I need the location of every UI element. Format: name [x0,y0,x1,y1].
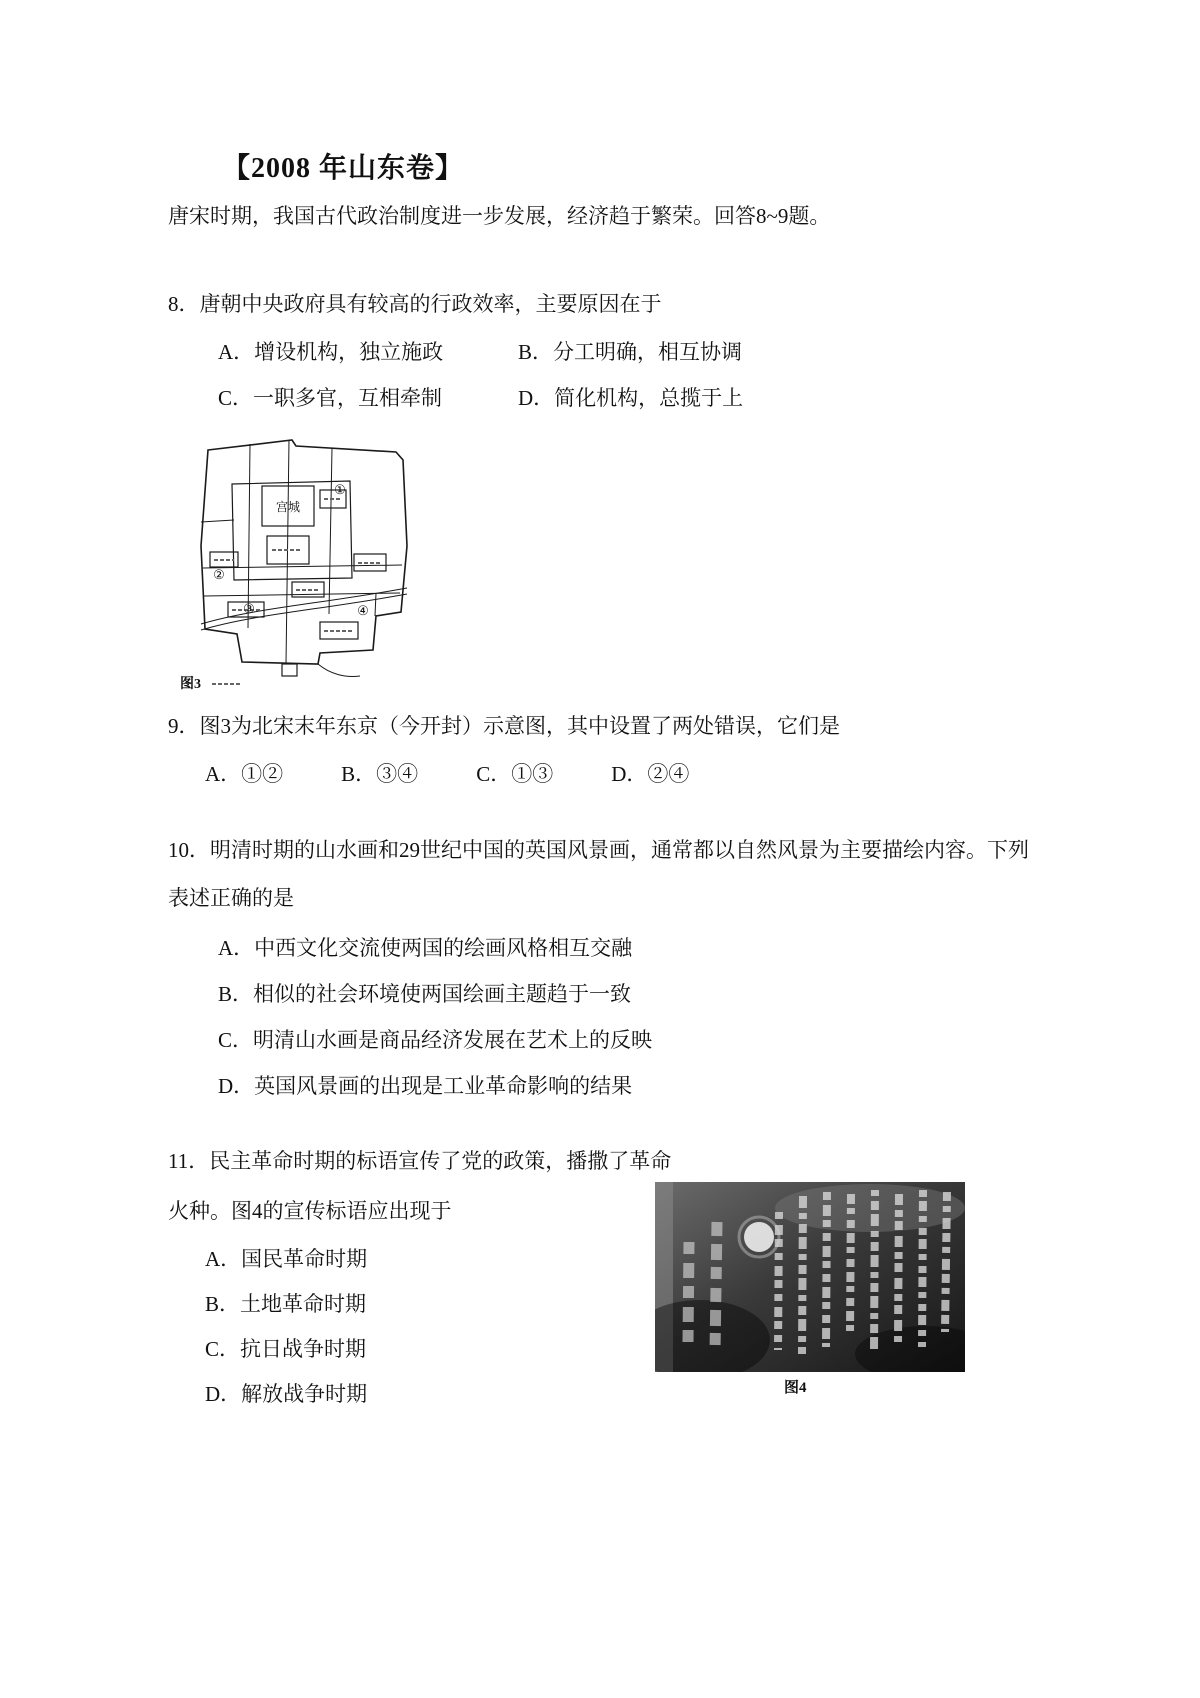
question11-option-a: A．国民革命时期 [205,1247,368,1271]
question9-option-b: B．③④ [341,762,419,786]
intro-paragraph: 唐宋时期，我国古代政治制度进一步发展，经济趋于繁荣。回答8~9题。 [168,204,831,228]
question11-option-d: D．解放战争时期 [205,1382,368,1406]
figure4-caption: 图4 [784,1380,807,1396]
question10-option-b: B．相似的社会环境使两国绘画主题趋于一致 [218,982,632,1006]
map-marker-4: ④ [357,603,369,618]
question8-option-b: B．分工明确，相互协调 [518,340,743,364]
question11-option-b: B．土地革命时期 [205,1292,367,1316]
question8-stem: 8．唐朝中央政府具有较高的行政效率，主要原因在于 [168,292,662,316]
figure4-propaganda-photo [655,1182,965,1372]
map-label-palace: 宫城 [275,500,301,514]
question10-option-a: A．中西文化交流使两国的绘画风格相互交融 [218,936,633,960]
map-marker-3: ③ [243,601,255,616]
question8-option-c: C．一职多官，互相牵制 [218,386,443,410]
figure3-city-map [170,426,428,698]
photo-bright-spot [744,1222,774,1252]
question9-option-d: D．②④ [611,762,690,786]
figure3-caption: 图3 [180,677,201,692]
question9-option-a: A．①② [205,762,284,786]
question8-option-d: D．简化机构，总揽于上 [518,386,744,410]
question10-option-d: D．英国风景画的出现是工业革命影响的结果 [218,1074,633,1098]
question11-option-c: C．抗日战争时期 [205,1337,367,1361]
map-label-marks [212,499,382,684]
question9-stem: 9．图3为北宋末年东京（今开封）示意图，其中设置了两处错误，它们是 [168,714,840,738]
map-marker-2: ② [213,567,225,582]
map-marker-1: ① [334,482,346,497]
page-title: 【2008 年山东卷】 [222,153,465,184]
question10-stem: 10．明清时期的山水画和29世纪中国的英国风景画，通常都以自然风景为主要描绘内容。下列表述正确的是 [168,838,1029,910]
question10-option-c: C．明清山水画是商品经济发展在艺术上的反映 [218,1028,653,1052]
question8-option-a: A．增设机构，独立施政 [218,340,444,364]
question11-stem: 11．民主革命时期的标语宣传了党的政策，播撒了革命火种。图4的宣传标语应出现于 [168,1149,672,1223]
question9-option-c: C．①③ [476,762,554,786]
question9-options-row [205,758,743,788]
